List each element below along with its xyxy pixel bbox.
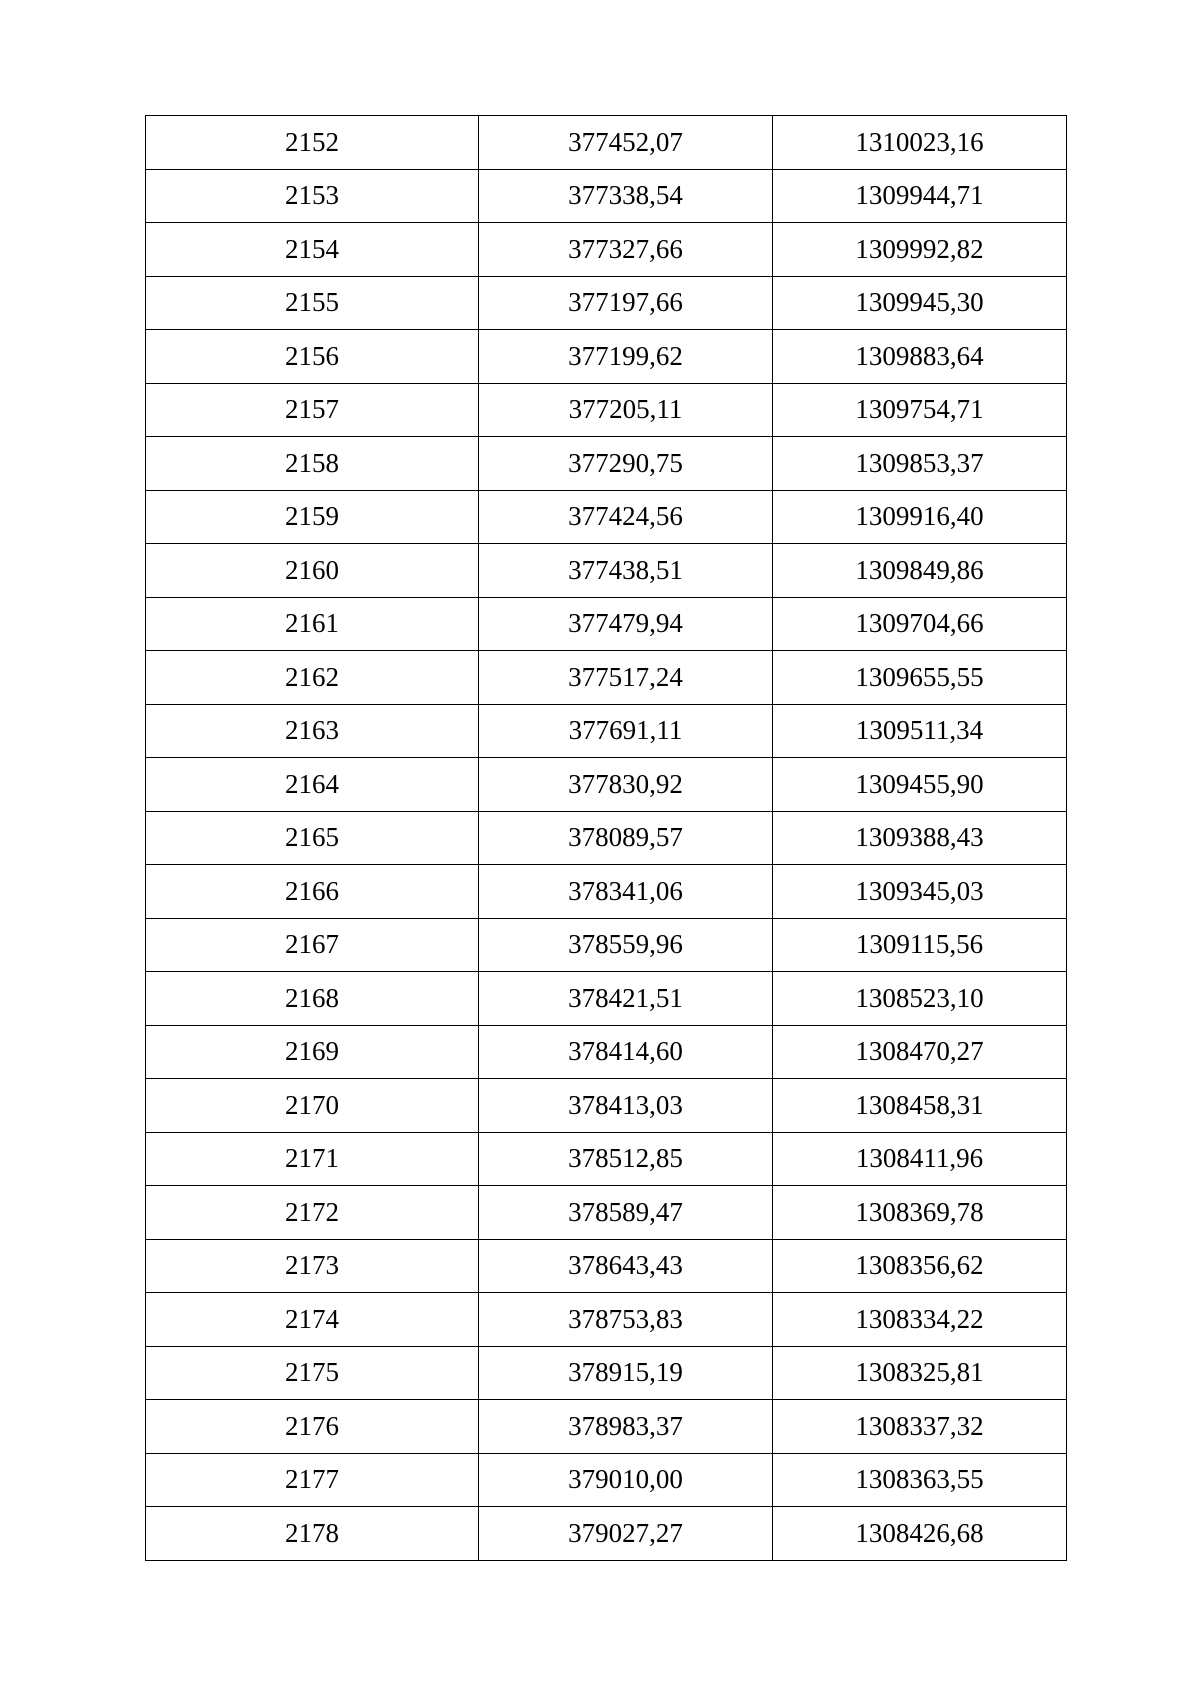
point-number-cell: 2158 bbox=[146, 437, 479, 491]
y-coordinate-cell: 1309115,56 bbox=[773, 918, 1067, 972]
point-number-cell: 2154 bbox=[146, 223, 479, 277]
x-coordinate-cell: 378559,96 bbox=[479, 918, 773, 972]
coordinates-table-body bbox=[146, 116, 1067, 1561]
x-coordinate-cell: 377290,75 bbox=[479, 437, 773, 491]
y-coordinate-cell: 1309388,43 bbox=[773, 811, 1067, 865]
x-coordinate-cell: 378915,19 bbox=[479, 1346, 773, 1400]
y-coordinate-cell: 1309883,64 bbox=[773, 330, 1067, 384]
table-row bbox=[146, 1400, 1067, 1454]
table-row bbox=[146, 544, 1067, 598]
x-coordinate-cell: 378413,03 bbox=[479, 1079, 773, 1133]
x-coordinate-cell: 378089,57 bbox=[479, 811, 773, 865]
point-number-cell: 2167 bbox=[146, 918, 479, 972]
y-coordinate-cell: 1308470,27 bbox=[773, 1025, 1067, 1079]
table-row bbox=[146, 1132, 1067, 1186]
x-coordinate-cell: 377205,11 bbox=[479, 383, 773, 437]
x-coordinate-cell: 378512,85 bbox=[479, 1132, 773, 1186]
point-number-cell: 2175 bbox=[146, 1346, 479, 1400]
point-number-cell: 2156 bbox=[146, 330, 479, 384]
y-coordinate-cell: 1309754,71 bbox=[773, 383, 1067, 437]
point-number-cell: 2170 bbox=[146, 1079, 479, 1133]
point-number-cell: 2173 bbox=[146, 1239, 479, 1293]
x-coordinate-cell: 378983,37 bbox=[479, 1400, 773, 1454]
x-coordinate-cell: 377830,92 bbox=[479, 758, 773, 812]
y-coordinate-cell: 1308523,10 bbox=[773, 972, 1067, 1026]
y-coordinate-cell: 1309849,86 bbox=[773, 544, 1067, 598]
y-coordinate-cell: 1308426,68 bbox=[773, 1507, 1067, 1561]
table-row bbox=[146, 651, 1067, 705]
y-coordinate-cell: 1309945,30 bbox=[773, 276, 1067, 330]
table-row bbox=[146, 1346, 1067, 1400]
y-coordinate-cell: 1308356,62 bbox=[773, 1239, 1067, 1293]
x-coordinate-cell: 377438,51 bbox=[479, 544, 773, 598]
x-coordinate-cell: 379027,27 bbox=[479, 1507, 773, 1561]
y-coordinate-cell: 1308363,55 bbox=[773, 1453, 1067, 1507]
table-row bbox=[146, 1507, 1067, 1561]
point-number-cell: 2153 bbox=[146, 169, 479, 223]
x-coordinate-cell: 378753,83 bbox=[479, 1293, 773, 1347]
x-coordinate-cell: 377452,07 bbox=[479, 116, 773, 170]
x-coordinate-cell: 377517,24 bbox=[479, 651, 773, 705]
x-coordinate-cell: 378414,60 bbox=[479, 1025, 773, 1079]
table-row bbox=[146, 1186, 1067, 1240]
y-coordinate-cell: 1309511,34 bbox=[773, 704, 1067, 758]
table-row bbox=[146, 972, 1067, 1026]
table-row bbox=[146, 276, 1067, 330]
point-number-cell: 2174 bbox=[146, 1293, 479, 1347]
point-number-cell: 2162 bbox=[146, 651, 479, 705]
x-coordinate-cell: 378341,06 bbox=[479, 865, 773, 919]
table-row bbox=[146, 865, 1067, 919]
coordinates-table bbox=[145, 115, 1067, 1561]
point-number-cell: 2161 bbox=[146, 597, 479, 651]
x-coordinate-cell: 377199,62 bbox=[479, 330, 773, 384]
y-coordinate-cell: 1308458,31 bbox=[773, 1079, 1067, 1133]
y-coordinate-cell: 1308369,78 bbox=[773, 1186, 1067, 1240]
table-row bbox=[146, 330, 1067, 384]
point-number-cell: 2172 bbox=[146, 1186, 479, 1240]
point-number-cell: 2152 bbox=[146, 116, 479, 170]
point-number-cell: 2157 bbox=[146, 383, 479, 437]
y-coordinate-cell: 1309992,82 bbox=[773, 223, 1067, 277]
x-coordinate-cell: 377479,94 bbox=[479, 597, 773, 651]
point-number-cell: 2163 bbox=[146, 704, 479, 758]
y-coordinate-cell: 1308325,81 bbox=[773, 1346, 1067, 1400]
point-number-cell: 2164 bbox=[146, 758, 479, 812]
point-number-cell: 2165 bbox=[146, 811, 479, 865]
table-row bbox=[146, 597, 1067, 651]
y-coordinate-cell: 1309345,03 bbox=[773, 865, 1067, 919]
table-row bbox=[146, 918, 1067, 972]
table-row bbox=[146, 811, 1067, 865]
y-coordinate-cell: 1308337,32 bbox=[773, 1400, 1067, 1454]
y-coordinate-cell: 1309944,71 bbox=[773, 169, 1067, 223]
point-number-cell: 2159 bbox=[146, 490, 479, 544]
x-coordinate-cell: 377424,56 bbox=[479, 490, 773, 544]
y-coordinate-cell: 1309704,66 bbox=[773, 597, 1067, 651]
y-coordinate-cell: 1310023,16 bbox=[773, 116, 1067, 170]
x-coordinate-cell: 379010,00 bbox=[479, 1453, 773, 1507]
table-row bbox=[146, 1293, 1067, 1347]
x-coordinate-cell: 377338,54 bbox=[479, 169, 773, 223]
x-coordinate-cell: 377327,66 bbox=[479, 223, 773, 277]
table-row bbox=[146, 1025, 1067, 1079]
point-number-cell: 2160 bbox=[146, 544, 479, 598]
point-number-cell: 2169 bbox=[146, 1025, 479, 1079]
point-number-cell: 2155 bbox=[146, 276, 479, 330]
table-row bbox=[146, 704, 1067, 758]
table-row bbox=[146, 490, 1067, 544]
table-row bbox=[146, 758, 1067, 812]
table-row bbox=[146, 437, 1067, 491]
table-row bbox=[146, 383, 1067, 437]
x-coordinate-cell: 377691,11 bbox=[479, 704, 773, 758]
point-number-cell: 2178 bbox=[146, 1507, 479, 1561]
table-row bbox=[146, 1079, 1067, 1133]
point-number-cell: 2171 bbox=[146, 1132, 479, 1186]
point-number-cell: 2176 bbox=[146, 1400, 479, 1454]
y-coordinate-cell: 1309916,40 bbox=[773, 490, 1067, 544]
table-row bbox=[146, 116, 1067, 170]
y-coordinate-cell: 1309455,90 bbox=[773, 758, 1067, 812]
table-row bbox=[146, 169, 1067, 223]
point-number-cell: 2168 bbox=[146, 972, 479, 1026]
y-coordinate-cell: 1308334,22 bbox=[773, 1293, 1067, 1347]
table-row bbox=[146, 1453, 1067, 1507]
x-coordinate-cell: 378421,51 bbox=[479, 972, 773, 1026]
table-row bbox=[146, 1239, 1067, 1293]
y-coordinate-cell: 1309853,37 bbox=[773, 437, 1067, 491]
y-coordinate-cell: 1308411,96 bbox=[773, 1132, 1067, 1186]
y-coordinate-cell: 1309655,55 bbox=[773, 651, 1067, 705]
table-row bbox=[146, 223, 1067, 277]
point-number-cell: 2166 bbox=[146, 865, 479, 919]
x-coordinate-cell: 377197,66 bbox=[479, 276, 773, 330]
x-coordinate-cell: 378643,43 bbox=[479, 1239, 773, 1293]
point-number-cell: 2177 bbox=[146, 1453, 479, 1507]
x-coordinate-cell: 378589,47 bbox=[479, 1186, 773, 1240]
